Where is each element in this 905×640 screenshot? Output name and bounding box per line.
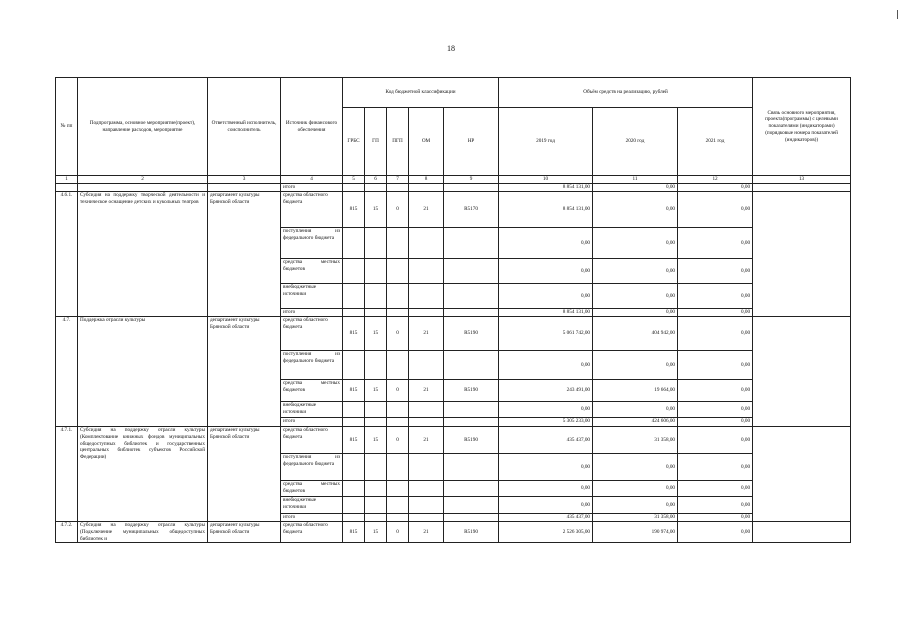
value-2020: 0,00: [593, 497, 678, 514]
value-2020: 0,00: [593, 284, 678, 309]
value-2021: 0,00: [678, 351, 753, 380]
value-2019: 0,00: [499, 454, 593, 481]
value-2021: 0,00: [678, 522, 753, 543]
code-np: R5190: [444, 522, 499, 543]
code-grbs: 815: [343, 317, 365, 351]
col-num: 7: [387, 176, 409, 184]
col-num: 5: [343, 176, 365, 184]
code-np: R5190: [444, 427, 499, 454]
source-label: средства областного бюджета: [281, 522, 343, 543]
s461-name: Субсидия на поддержку творческой деятельности и техническое оснащение детских и кукольных театров: [78, 192, 208, 317]
total-label: итого: [281, 309, 343, 317]
s461-responsible: департамент культуры Брянской области: [208, 192, 281, 317]
s47-row-regional: [56, 317, 851, 351]
value-2020: 19 664,00: [593, 380, 678, 402]
value-2019: 2 526 305,00: [499, 522, 593, 543]
value-2021: 0,00: [678, 259, 753, 284]
source-label: поступления из федерального бюджета: [281, 351, 343, 380]
code-grbs: 815: [343, 380, 365, 402]
value-2019: 5 061 742,00: [499, 317, 593, 351]
header-gp: ГП: [365, 108, 387, 176]
value-2019: 0,00: [499, 481, 593, 497]
total-2020: 31 358,00: [593, 514, 678, 522]
total-2021: 0,00: [678, 309, 753, 317]
code-grbs: 815: [343, 427, 365, 454]
total-2021: 0,00: [678, 514, 753, 522]
source-label: средства местных бюджетов: [281, 259, 343, 284]
s47-name: Поддержка отрасли культуры: [78, 317, 208, 427]
total-2020: 0,00: [593, 309, 678, 317]
value-2019: 435 437,00: [499, 427, 593, 454]
header-pgp: ПГП: [387, 108, 409, 176]
header-2019: 2019 год: [499, 108, 593, 176]
value-2020: 0,00: [593, 228, 678, 259]
code-gp: 15: [365, 522, 387, 543]
s47-no: 4.7.: [56, 317, 78, 427]
value-2020: 404 942,00: [593, 317, 678, 351]
code-grbs: 815: [343, 192, 365, 228]
value-2020: 0,00: [593, 259, 678, 284]
s47-link: [753, 317, 851, 427]
s47-responsible: департамент культуры Брянской области: [208, 317, 281, 427]
total-2021: 0,00: [678, 418, 753, 427]
column-numbers-row: [56, 176, 851, 184]
s461-link: [753, 192, 851, 317]
source-label: внебюджетные источники: [281, 402, 343, 418]
total-2021: 0,00: [678, 184, 753, 192]
code-om: 21: [409, 380, 444, 402]
value-2019: 0,00: [499, 351, 593, 380]
header-om: ОМ: [409, 108, 444, 176]
total-2019: 8 854 131,00: [499, 184, 593, 192]
value-2019: 8 854 131,00: [499, 192, 593, 228]
header-2020: 2020 год: [593, 108, 678, 176]
scan-mark: [897, 10, 898, 19]
value-2021: 0,00: [678, 454, 753, 481]
header-grbs: ГРБС: [343, 108, 365, 176]
value-2021: 0,00: [678, 427, 753, 454]
code-np: R5190: [444, 380, 499, 402]
total-label: итого: [281, 184, 343, 192]
source-label: поступления из федерального бюджета: [281, 228, 343, 259]
code-om: 21: [409, 317, 444, 351]
value-2021: 0,00: [678, 402, 753, 418]
col-num: 2: [78, 176, 208, 184]
total-2020: 0,00: [593, 184, 678, 192]
col-num: 9: [444, 176, 499, 184]
s471-no: 4.7.1.: [56, 427, 78, 522]
s472-responsible: департамент культуры Брянской области: [208, 522, 281, 543]
value-2021: 0,00: [678, 481, 753, 497]
code-np: R5190: [444, 317, 499, 351]
header-volume: Объём средств на реализацию, рублей: [499, 78, 753, 108]
code-pgp: 0: [387, 427, 409, 454]
code-pgp: 0: [387, 380, 409, 402]
value-2020: 31 358,00: [593, 427, 678, 454]
source-label: средства местных бюджетов: [281, 481, 343, 497]
header-source: Источник финансового обеспечения: [281, 78, 343, 176]
value-2021: 0,00: [678, 192, 753, 228]
col-num: 12: [678, 176, 753, 184]
col-num: 11: [593, 176, 678, 184]
value-2019: 243 491,00: [499, 380, 593, 402]
s471-responsible: департамент культуры Брянской области: [208, 427, 281, 522]
value-2020: 0,00: [593, 454, 678, 481]
header-no: № пп: [56, 78, 78, 176]
code-om: 21: [409, 427, 444, 454]
total-2020: 424 606,00: [593, 418, 678, 427]
value-2021: 0,00: [678, 284, 753, 309]
s461-no: 4.6.1.: [56, 192, 78, 317]
value-2020: 0,00: [593, 351, 678, 380]
value-2020: 0,00: [593, 481, 678, 497]
s461-row-regional: [56, 192, 851, 228]
code-gp: 15: [365, 192, 387, 228]
total-row: [56, 184, 851, 192]
code-gp: 15: [365, 380, 387, 402]
header-np: НР: [444, 108, 499, 176]
code-pgp: 0: [387, 192, 409, 228]
col-num: 8: [409, 176, 444, 184]
s472-row-regional: [56, 522, 851, 543]
source-label: средства областного бюджета: [281, 317, 343, 351]
col-num: 1: [56, 176, 78, 184]
value-2021: 0,00: [678, 497, 753, 514]
source-label: средства местных бюджетов: [281, 380, 343, 402]
header-row-1: [56, 78, 851, 108]
col-num: 10: [499, 176, 593, 184]
value-2019: 0,00: [499, 497, 593, 514]
source-label: средства областного бюджета: [281, 192, 343, 228]
code-om: 21: [409, 522, 444, 543]
code-np: R5170: [444, 192, 499, 228]
header-link: Связь основного мероприятия, проекта(программы) с целевыми показателями (индикаторами) (порядковые номера показателей (индикаторов)): [753, 78, 851, 176]
header-responsible: Ответственный исполнитель, соисполнитель: [208, 78, 281, 176]
s471-name: Субсидия на поддержку отрасли культуры (Комплектование книжных фондов муниципальных общедоступных библиотек и государственных центральных библиотек субъектов Российской Федерации): [78, 427, 208, 522]
value-2019: 0,00: [499, 228, 593, 259]
total-2019: 5 305 233,00: [499, 418, 593, 427]
code-gp: 15: [365, 427, 387, 454]
value-2020: 0,00: [593, 402, 678, 418]
value-2019: 0,00: [499, 284, 593, 309]
total-label: итого: [281, 514, 343, 522]
code-pgp: 0: [387, 317, 409, 351]
page-number: 18: [447, 44, 455, 53]
col-num: 6: [365, 176, 387, 184]
total-2019: 8 854 131,00: [499, 309, 593, 317]
s471-row-regional: [56, 427, 851, 454]
code-om: 21: [409, 192, 444, 228]
col-num: 3: [208, 176, 281, 184]
source-label: внебюджетные источники: [281, 497, 343, 514]
s472-no: 4.7.2.: [56, 522, 78, 543]
value-2019: 0,00: [499, 402, 593, 418]
value-2020: 0,00: [593, 192, 678, 228]
budget-table: [55, 77, 851, 543]
s472-link: [753, 522, 851, 543]
s471-link: [753, 427, 851, 522]
value-2019: 0,00: [499, 259, 593, 284]
value-2021: 0,00: [678, 228, 753, 259]
total-label: итого: [281, 418, 343, 427]
col-num: 13: [753, 176, 851, 184]
source-label: средства областного бюджета: [281, 427, 343, 454]
value-2020: 190 974,00: [593, 522, 678, 543]
header-2021: 2021 год: [678, 108, 753, 176]
header-budget-code: Код бюджетной классификации: [343, 78, 499, 108]
s472-name: Субсидия на поддержку отрасли культуры (Подключение муниципальных общедоступных библиотек и: [78, 522, 208, 543]
value-2021: 0,00: [678, 380, 753, 402]
code-pgp: 0: [387, 522, 409, 543]
source-label: внебюджетные источники: [281, 284, 343, 309]
total-2019: 435 437,00: [499, 514, 593, 522]
code-gp: 15: [365, 317, 387, 351]
code-grbs: 815: [343, 522, 365, 543]
value-2021: 0,00: [678, 317, 753, 351]
source-label: поступления из федерального бюджета: [281, 454, 343, 481]
header-program: Подпрограмма, основное мероприятие(проект), направление расходов, мероприятие: [78, 78, 208, 176]
col-num: 4: [281, 176, 343, 184]
